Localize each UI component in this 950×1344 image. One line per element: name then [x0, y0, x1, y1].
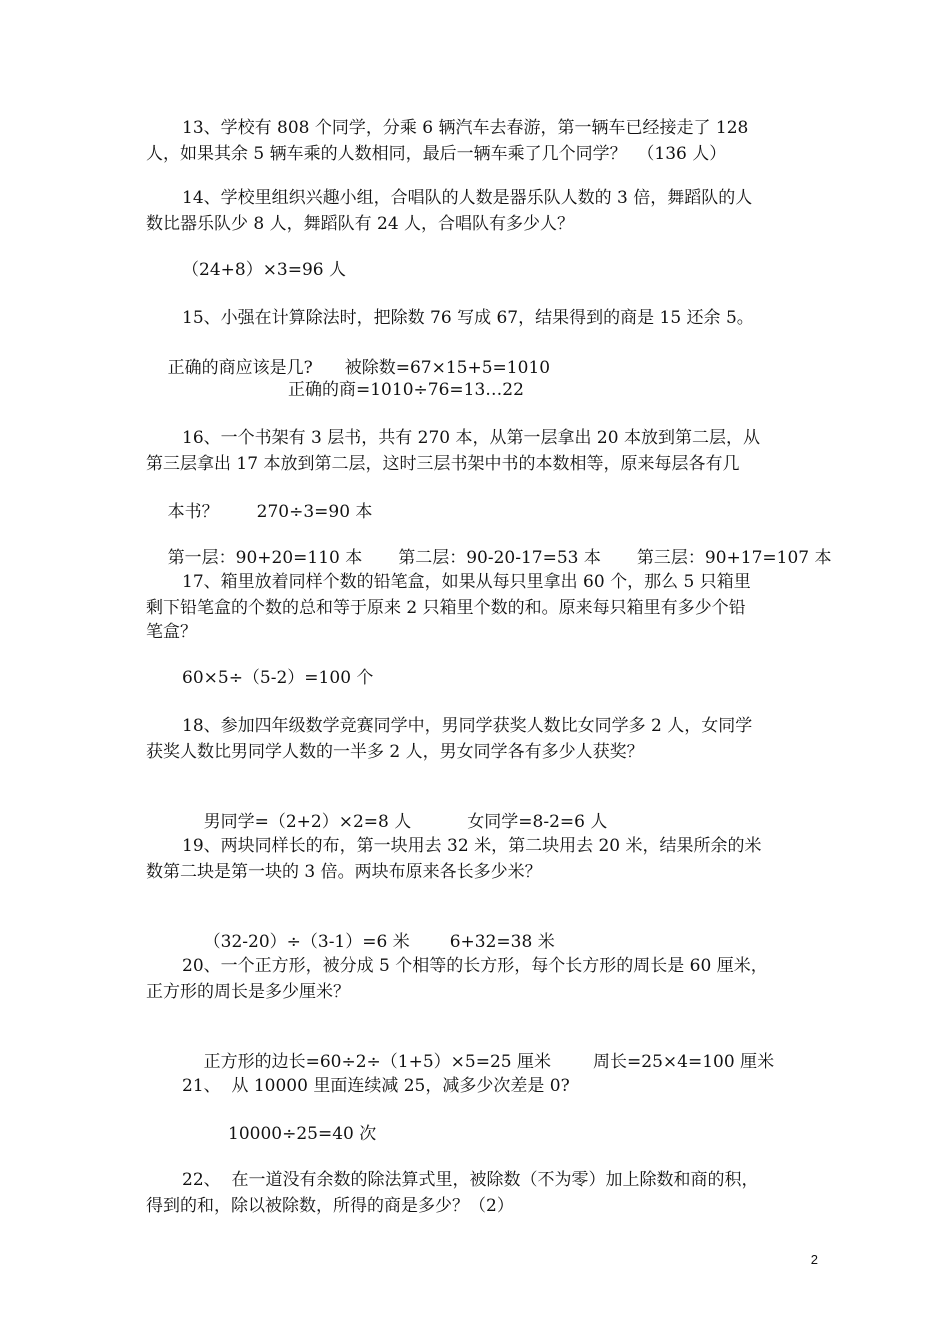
problem-22-line-2: 得到的和，除以被除数，所得的商是多少？（2）	[146, 1196, 514, 1216]
problem-16-average: 270÷3=90 本	[256, 502, 373, 522]
problem-17-answer: 60×5÷（5-2）=100 个	[182, 668, 374, 688]
problem-20-side: 正方形的边长=60÷2÷（1+5）×5=25 厘米	[203, 1052, 552, 1072]
problem-19-step-2: 6+32=38 米	[449, 932, 555, 952]
problem-20-line-1: 20、一个正方形，被分成 5 个相等的长方形，每个长方形的周长是 60 厘米，	[182, 956, 768, 976]
problem-13-line-2: 人，如果其余 5 辆车乘的人数相同，最后一辆车乘了几个同学？ （136 人）	[146, 144, 727, 164]
problem-19-line-1: 19、两块同样长的布，第一块用去 32 米，第二块用去 20 米，结果所余的米	[182, 836, 762, 856]
problem-16-line-2: 第三层拿出 17 本放到第二层，这时三层书架中书的本数相等，原来每层各有几	[146, 454, 740, 474]
problem-16-layer-3: 第三层：90+17=107 本	[636, 548, 832, 568]
problem-13-line-1: 13、学校有 808 个同学，分乘 6 辆汽车去春游，第一辆车已经接走了 128	[182, 118, 749, 138]
page-number: 2	[810, 1252, 818, 1267]
problem-22-line-1: 22、 在一道没有余数的除法算式里，被除数（不为零）加上除数和商的积，	[182, 1170, 759, 1190]
problem-15-answer: 正确的商=1010÷76=13…22	[288, 380, 524, 400]
problem-18-girls: 女同学=8-2=6 人	[467, 812, 608, 832]
problem-15-question: 正确的商应该是几?	[167, 358, 313, 378]
problem-18-line-1: 18、参加四年级数学竞赛同学中，男同学获奖人数比女同学多 2 人，女同学	[182, 716, 753, 736]
problem-20-line-2: 正方形的周长是多少厘米？	[146, 982, 350, 1002]
problem-15-dividend: 被除数=67×15+5=1010	[344, 358, 551, 378]
problem-19-line-2: 数第二块是第一块的 3 倍。两块布原来各长多少米？	[146, 862, 542, 882]
problem-14-answer: （24+8）×3=96 人	[182, 260, 347, 280]
problem-21-answer: 10000÷25=40 次	[228, 1124, 377, 1144]
problem-17-line-3: 笔盒？	[146, 622, 197, 642]
problem-21-line-1: 21、 从 10000 里面连续减 25，减多少次差是 0?	[182, 1076, 570, 1096]
problem-16-question: 本书？	[167, 502, 219, 522]
problem-14-line-2: 数比器乐队少 8 人，舞蹈队有 24 人，合唱队有多少人？	[146, 214, 575, 234]
problem-18-boys: 男同学=（2+2）×2=8 人	[203, 812, 412, 832]
problem-17-line-2: 剩下铅笔盒的个数的总和等于原来 2 只箱里个数的和。原来每只箱里有多少个铅	[146, 598, 746, 618]
problem-19-step-1: （32-20）÷（3-1）=6 米	[203, 932, 410, 952]
problem-16-layer-1: 第一层：90+20=110 本	[167, 548, 363, 568]
problem-17-line-1: 17、箱里放着同样个数的铅笔盒，如果从每只里拿出 60 个，那么 5 只箱里	[182, 572, 751, 592]
problem-18-line-2: 获奖人数比男同学人数的一半多 2 人，男女同学各有多少人获奖？	[146, 742, 644, 762]
problem-14-line-1: 14、学校里组织兴趣小组，合唱队的人数是器乐队人数的 3 倍，舞蹈队的人	[182, 188, 753, 208]
problem-16-line-1: 16、一个书架有 3 层书，共有 270 本，从第一层拿出 20 本放到第二层，从	[182, 428, 760, 448]
problem-16-layer-2: 第二层：90-20-17=53 本	[398, 548, 601, 568]
problem-15-line-1: 15、小强在计算除法时，把除数 76 写成 67，结果得到的商是 15 还余 5。	[182, 308, 754, 328]
problem-20-perimeter: 周长=25×4=100 厘米	[593, 1052, 775, 1072]
